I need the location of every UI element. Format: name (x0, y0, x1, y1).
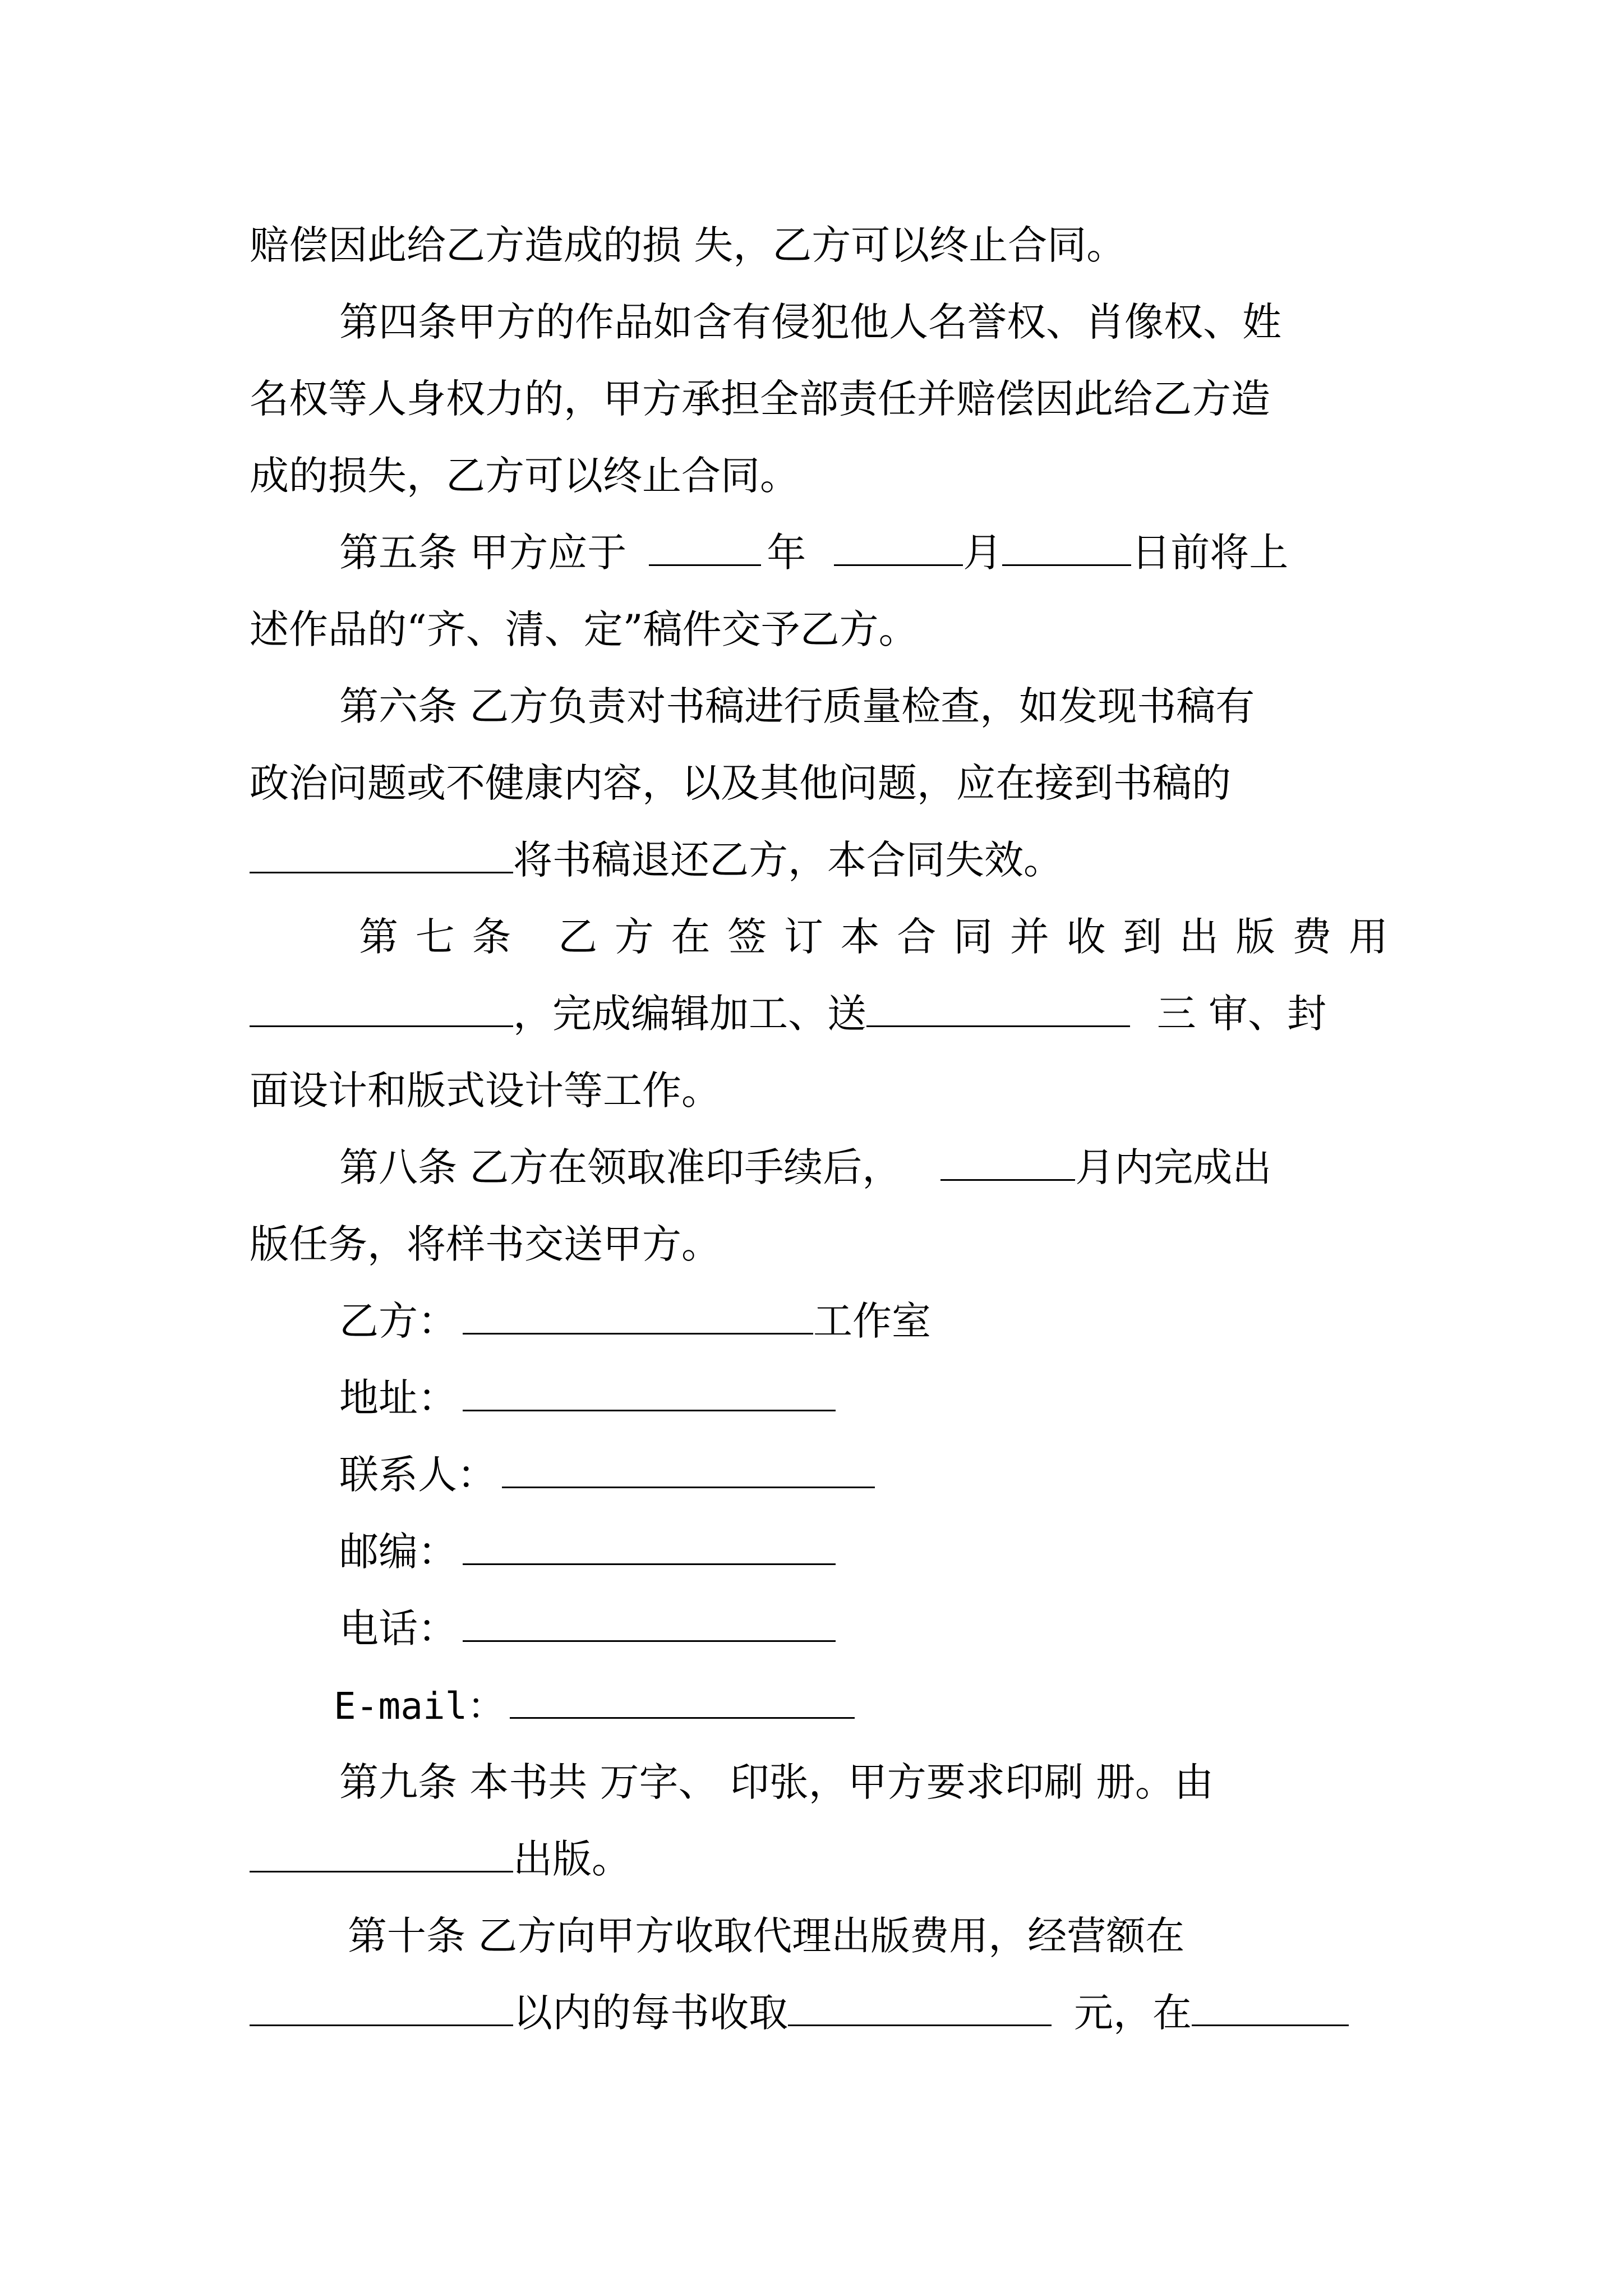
party-b-email-line (334, 1674, 1382, 1736)
field-label: 乙方： (339, 1298, 457, 1344)
fill-in-blank[interactable] (250, 992, 513, 1027)
text-segment: 第八条 乙方在领取准印手续后， (339, 1144, 902, 1190)
text-segment: 月 (963, 530, 1003, 576)
article-8-line (339, 1137, 1388, 1198)
article-9-line: 第九条 本书共 万字、 印张，甲方要求印刷 册。由 (339, 1759, 1214, 1805)
party-b-contact-line (339, 1444, 1388, 1506)
contact-blank[interactable] (502, 1453, 875, 1488)
text-line: 赔偿因此给乙方造成的损 失，乙方可以终止合同。 (250, 222, 1126, 268)
text-segment: 月内完成出 (1075, 1144, 1272, 1190)
phone-blank[interactable] (463, 1607, 836, 1642)
text-segment: 将书稿退还乙方，本合同失效。 (513, 837, 1063, 883)
text-line (250, 829, 1388, 891)
fill-in-blank[interactable] (649, 531, 761, 566)
fill-in-blank[interactable] (1192, 1991, 1349, 2026)
text-segment: 以内的每书收取 (513, 1990, 788, 2036)
article-4-line: 第四条甲方的作品如含有侵犯他人名誉权、肖像权、姓 (339, 299, 1281, 345)
field-label: 地址： (339, 1375, 457, 1421)
fill-in-blank[interactable] (250, 1991, 513, 2026)
postcode-blank[interactable] (463, 1530, 836, 1565)
text-segment: 出版。 (513, 1836, 631, 1882)
party-b-address-line (339, 1367, 1388, 1429)
fill-in-blank[interactable] (1002, 531, 1131, 566)
field-label: 联系人： (339, 1452, 496, 1498)
party-b-postcode-line (339, 1521, 1388, 1582)
text-segment: 第五条 甲方应于 (339, 530, 627, 576)
text-line: 面设计和版式设计等工作。 (250, 1068, 721, 1114)
field-label: 电话： (339, 1605, 457, 1651)
article-5-line (339, 522, 1388, 583)
field-label: 邮编： (339, 1529, 457, 1575)
email-blank[interactable] (510, 1683, 855, 1719)
text-line (250, 1982, 1388, 2044)
fill-in-blank[interactable] (250, 1837, 513, 1872)
field-label: E-mail： (334, 1685, 505, 1728)
text-segment: 工作室 (813, 1298, 931, 1344)
address-blank[interactable] (463, 1376, 836, 1411)
text-line: 名权等人身权力的，甲方承担全部责任并赔偿因此给乙方造 (250, 376, 1270, 422)
article-7-line: 第七条 乙方在签订本合同并收到出版费用 (359, 914, 1388, 960)
fill-in-blank[interactable] (250, 838, 513, 873)
article-6-line: 第六条 乙方负责对书稿进行质量检查，如发现书稿有 (339, 683, 1255, 729)
text-segment: 日前将上 (1131, 530, 1289, 576)
text-line: 成的损失，乙方可以终止合同。 (250, 453, 799, 499)
fill-in-blank[interactable] (866, 992, 1130, 1027)
text-line (250, 983, 1388, 1045)
text-segment: 三 审、封 (1156, 991, 1326, 1037)
text-line: 版任务，将样书交送甲方。 (250, 1221, 721, 1267)
text-line: 政治问题或不健康内容，以及其他问题，应在接到书稿的 (250, 760, 1231, 806)
text-segment: 年 (767, 530, 806, 576)
text-segment: 元，在 (1074, 1990, 1192, 2036)
text-line: 述作品的“齐、清、定”稿件交予乙方。 (250, 606, 918, 652)
article-10-line: 第十条 乙方向甲方收取代理出版费用，经营额在 (348, 1913, 1185, 1959)
text-line (250, 1828, 1388, 1890)
fill-in-blank[interactable] (834, 531, 963, 566)
party-b-name-line (339, 1290, 1388, 1352)
party-b-phone-line (339, 1598, 1388, 1659)
party-b-name-blank[interactable] (463, 1299, 813, 1335)
text-segment: ，完成编辑加工、送 (513, 991, 866, 1037)
fill-in-blank[interactable] (788, 1991, 1052, 2026)
fill-in-blank[interactable] (940, 1145, 1075, 1181)
